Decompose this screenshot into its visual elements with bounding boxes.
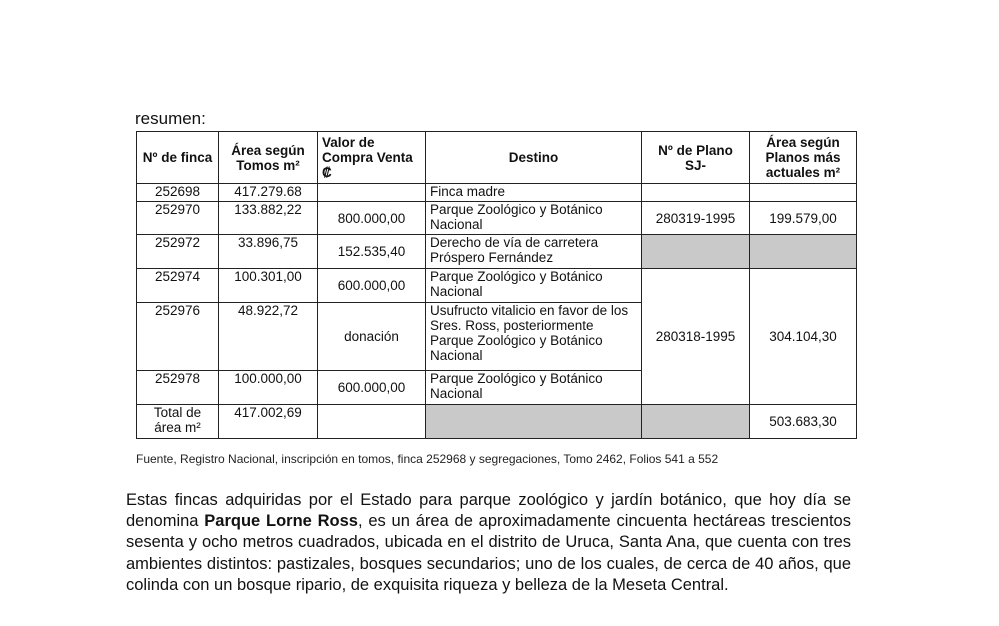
shaded-cell bbox=[642, 405, 750, 439]
cell-plano: 280318-1995 bbox=[642, 269, 750, 405]
cell-destino: Parque Zoológico y Botánico Nacional bbox=[426, 269, 642, 303]
summary-table bbox=[136, 131, 857, 439]
cell-finca: 252976 bbox=[137, 303, 219, 371]
cell-total-planos: 503.683,30 bbox=[750, 405, 857, 439]
cell-valor: 800.000,00 bbox=[318, 202, 426, 235]
cell-destino: Usufructo vitalicio en favor de los Sres. Ross, posteriormente Parque Zoológico y Botánico Nacional bbox=[426, 303, 642, 371]
cell-valor bbox=[318, 184, 426, 202]
header-area-planos: Área según Planos más actuales m² bbox=[750, 132, 857, 184]
table-intro: resumen: bbox=[135, 109, 206, 128]
cell-area-planos: 199.579,00 bbox=[750, 202, 857, 235]
cell-area: 100.301,00 bbox=[219, 269, 318, 303]
park-name: Parque Lorne Ross bbox=[204, 512, 358, 531]
table-row bbox=[137, 202, 857, 235]
cell-valor: donación bbox=[318, 303, 426, 371]
cell-total-label: Total de área m² bbox=[137, 405, 219, 439]
cell-valor: 152.535,40 bbox=[318, 235, 426, 269]
body-paragraph bbox=[126, 490, 851, 596]
paragraph-text: , es un área de aproximadamente cincuenta hectáreas trescientos sesenta y ocho metros cuadrados, ubicada en el distrito de Uruca, Santa Ana, que cuenta con tres ambientes distintos: pastizales, bosques secundarios; uno de los cuales, de cerca de 40 años, que colinda con un bosque ripario, de exquisita riqueza y belleza de la Meseta Central. bbox=[126, 512, 851, 594]
header-destino: Destino bbox=[426, 132, 642, 184]
cell-finca: 252974 bbox=[137, 269, 219, 303]
cell-destino: Derecho de vía de carretera Próspero Fernández bbox=[426, 235, 642, 269]
cell-area: 48.922,72 bbox=[219, 303, 318, 371]
header-valor: Valor de Compra Venta ₡ bbox=[318, 132, 426, 184]
shaded-cell bbox=[642, 235, 750, 269]
cell-area-planos: 304.104,30 bbox=[750, 269, 857, 405]
source-note: Fuente, Registro Nacional, inscripción en tomos, finca 252968 y segregaciones, Tomo 2462, Folios 541 a 552 bbox=[136, 452, 719, 466]
cell-valor: 600.000,00 bbox=[318, 269, 426, 303]
header-finca: Nº de finca bbox=[137, 132, 219, 184]
table-row bbox=[137, 235, 857, 269]
header-plano: Nº de Plano SJ- bbox=[642, 132, 750, 184]
cell-finca: 252972 bbox=[137, 235, 219, 269]
table-row bbox=[137, 184, 857, 202]
cell-plano bbox=[642, 184, 750, 202]
cell-total-area: 417.002,69 bbox=[219, 405, 318, 439]
cell-finca: 252698 bbox=[137, 184, 219, 202]
cell-area: 100.000,00 bbox=[219, 371, 318, 405]
cell-area-planos bbox=[750, 184, 857, 202]
cell-destino: Parque Zoológico y Botánico Nacional bbox=[426, 371, 642, 405]
cell-valor bbox=[318, 405, 426, 439]
shaded-cell bbox=[426, 405, 642, 439]
cell-finca: 252970 bbox=[137, 202, 219, 235]
paragraph-text: Estas fincas adquiridas por el Estado para parque zoológico y jardín botánico, que hoy día se denomina bbox=[126, 491, 851, 531]
shaded-cell bbox=[750, 235, 857, 269]
table-total-row bbox=[137, 405, 857, 439]
cell-valor: 600.000,00 bbox=[318, 371, 426, 405]
cell-finca: 252978 bbox=[137, 371, 219, 405]
table-row bbox=[137, 269, 857, 303]
header-area-tomos: Área según Tomos m² bbox=[219, 132, 318, 184]
cell-destino: Parque Zoológico y Botánico Nacional bbox=[426, 202, 642, 235]
cell-destino: Finca madre bbox=[426, 184, 642, 202]
cell-plano: 280319-1995 bbox=[642, 202, 750, 235]
cell-area: 417.279.68 bbox=[219, 184, 318, 202]
cell-area: 133.882,22 bbox=[219, 202, 318, 235]
table-header-row bbox=[137, 132, 857, 184]
cell-area: 33.896,75 bbox=[219, 235, 318, 269]
